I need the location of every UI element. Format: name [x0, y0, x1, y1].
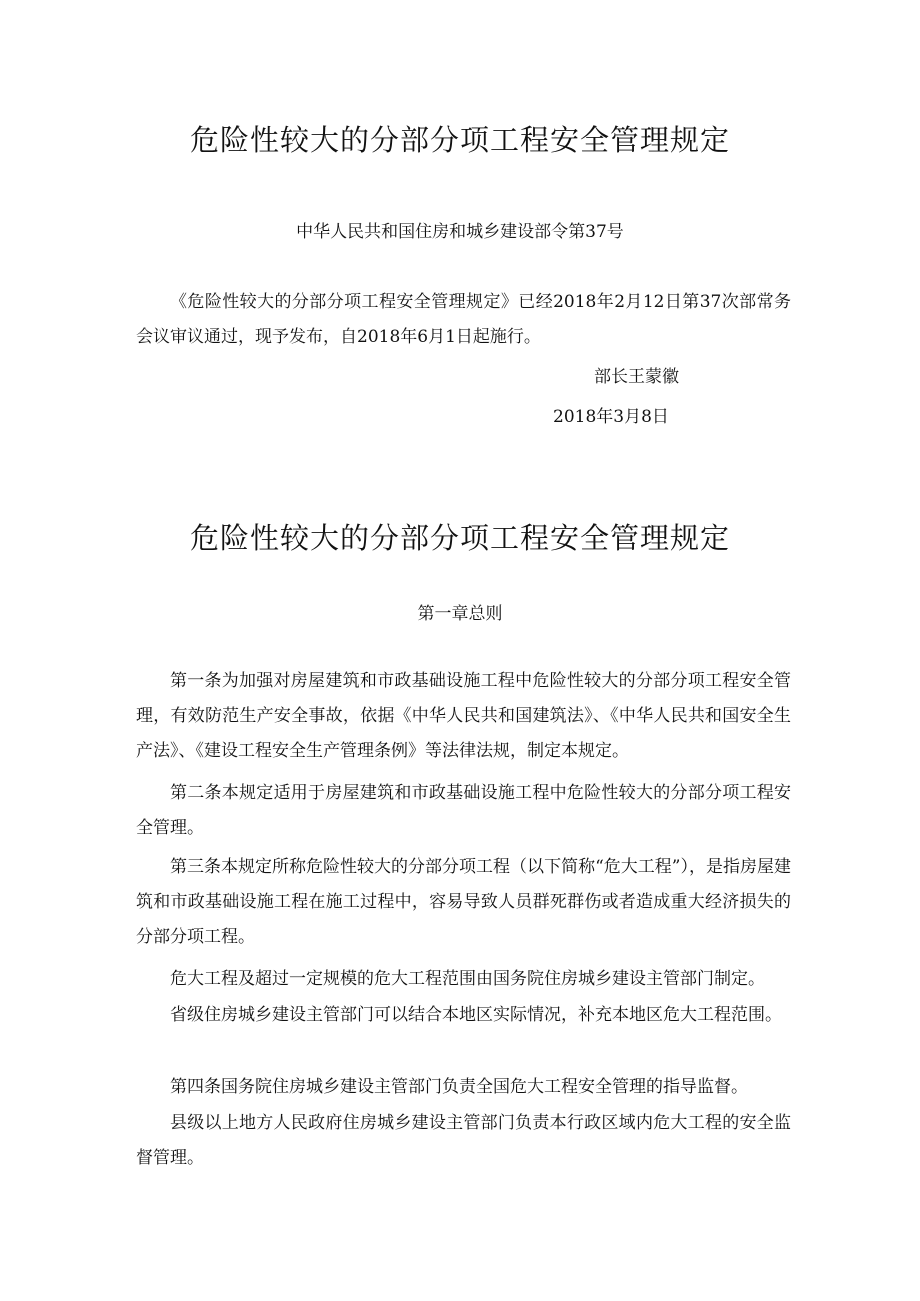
signature: 部长王蒙徽 — [594, 367, 679, 387]
article-4-paragraph-2: 县级以上地方人民政府住房城乡建设主管部门负责本行政区域内危大工程的安全监督管理。 — [136, 1113, 791, 1168]
article-3: 第三条本规定所称危险性较大的分部分项工程（以下简称“危大工程”），是指房屋建筑和市政基础设施工程在施工过程中，容易导致人员群死群伤或者造成重大经济损失的分部分项工程。 — [136, 857, 791, 947]
article-1: 第一条为加强对房屋建筑和市政基础设施工程中危险性较大的分部分项工程安全管理，有效防范生产安全事故，依据《中华人民共和国建筑法》、《中华人民共和国安全生产法》、《建设工程安全生产管理条例》等法律法规，制定本规定。 — [136, 671, 791, 761]
promulgation-paragraph: 《危险性较大的分部分项工程安全管理规定》已经2018年2月12日第37次部常务会议审议通过，现予发布，自2018年6月1日起施行。 — [136, 292, 791, 347]
chapter-heading: 第一章总则 — [417, 604, 503, 624]
article-3-paragraph-2: 危大工程及超过一定规模的危大工程范围由国务院住房城乡建设主管部门制定。 — [170, 969, 765, 989]
article-2: 第二条本规定适用于房屋建筑和市政基础设施工程中危险性较大的分部分项工程安全管理。 — [136, 783, 791, 838]
article-3-paragraph-3: 省级住房城乡建设主管部门可以结合本地区实际情况，补充本地区危大工程范围。 — [170, 1005, 782, 1025]
article-4: 第四条国务院住房城乡建设主管部门负责全国危大工程安全管理的指导监督。 — [170, 1077, 748, 1097]
document-title: 危险性较大的分部分项工程安全管理规定 — [189, 123, 730, 157]
body-title: 危险性较大的分部分项工程安全管理规定 — [189, 521, 730, 555]
issue-date: 2018年3月8日 — [553, 407, 669, 427]
order-number: 中华人民共和国住房和城乡建设部令第37号 — [296, 222, 624, 242]
